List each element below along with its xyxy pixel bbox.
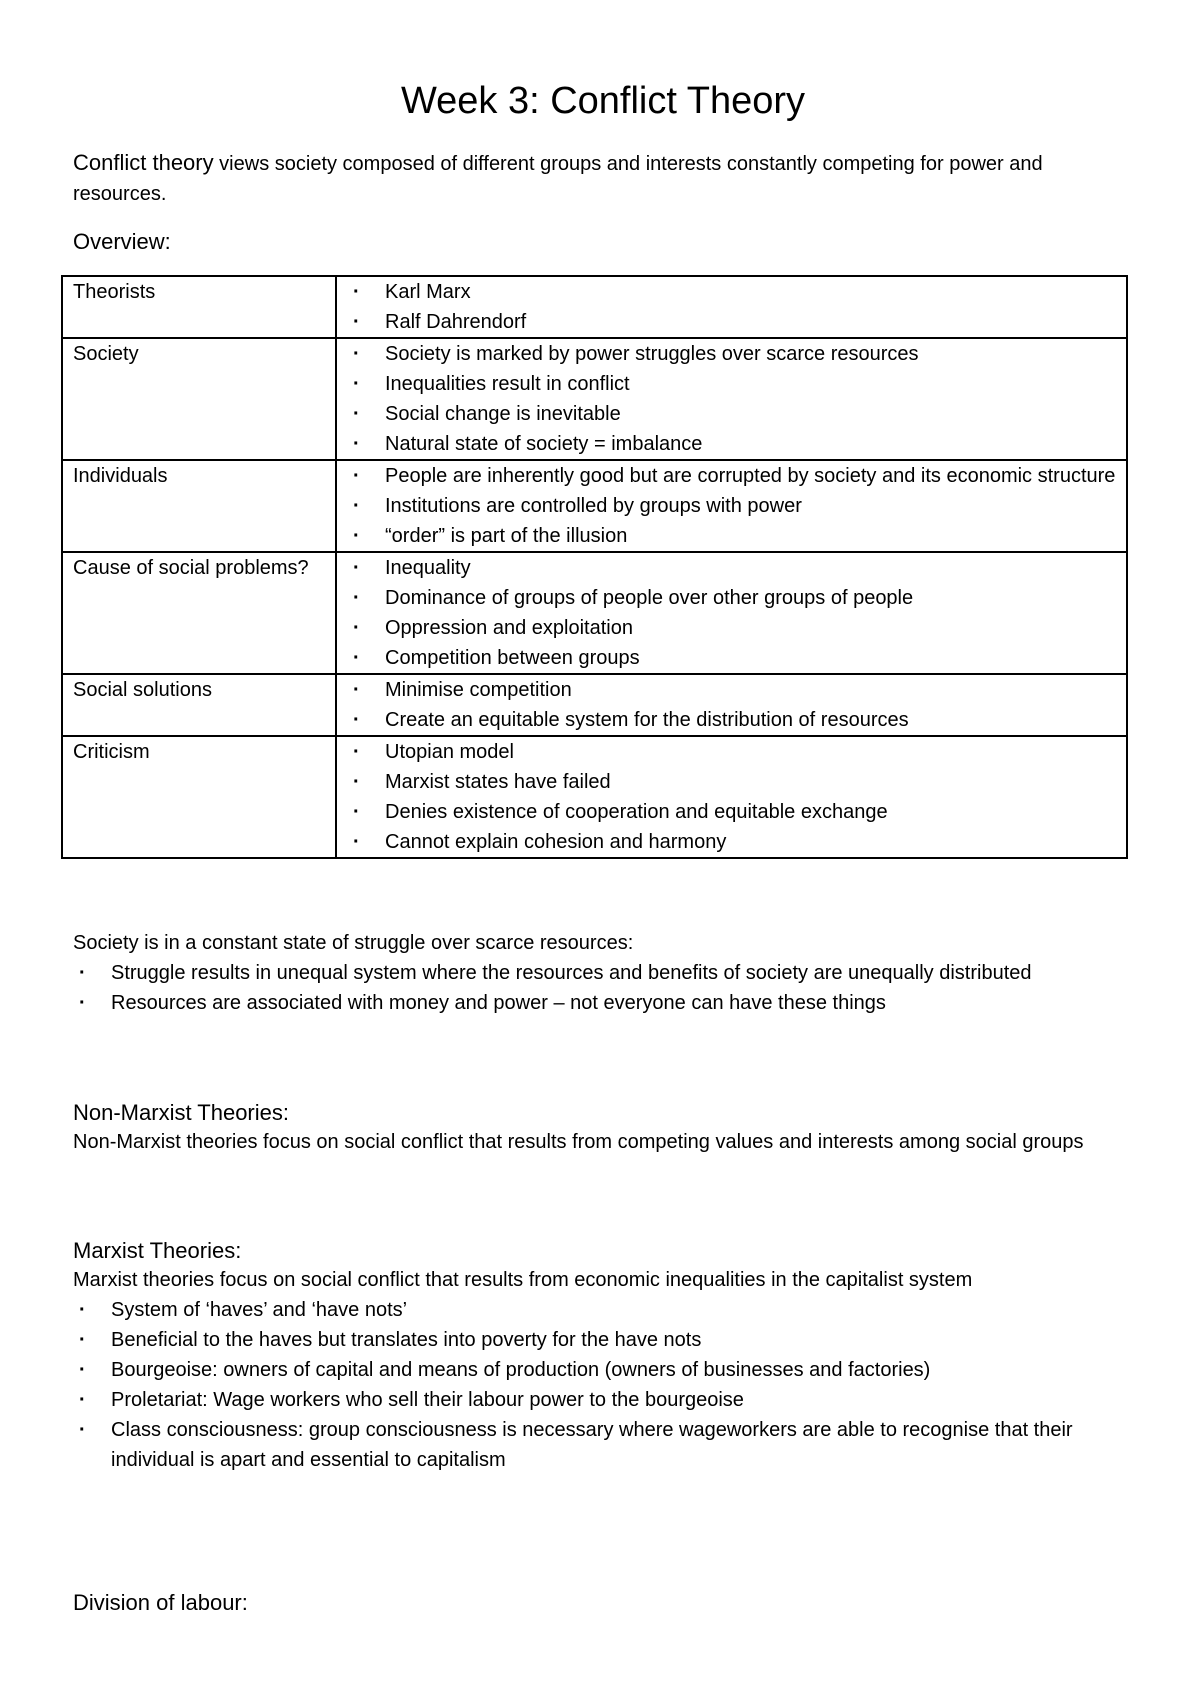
non-marxist-text: Non-Marxist theories focus on social conflict that results from competing values and interests among social groups (73, 1131, 1084, 1153)
list-item: · “order” is part of the illusion (347, 521, 1118, 551)
list-item: · Cannot explain cohesion and harmony (347, 827, 1118, 857)
row-content (336, 552, 1127, 674)
row-label: Cause of social problems? (62, 552, 336, 674)
row-label: Social solutions (62, 674, 336, 736)
list-item: · Proletariat: Wage workers who sell their labour power to the bourgeoise (73, 1385, 1133, 1415)
marxist-section (73, 1265, 1133, 1475)
intro-lead: Conflict theory (73, 150, 214, 175)
struggle-section (73, 928, 1133, 1018)
row-content (336, 460, 1127, 552)
marxist-text: Marxist theories focus on social conflict that results from economic inequalities in the capitalist system (73, 1269, 973, 1291)
row-content (336, 338, 1127, 460)
row-content (336, 674, 1127, 736)
list-item: · Social change is inevitable (347, 399, 1118, 429)
row-content (336, 736, 1127, 858)
list-item: · Society is marked by power struggles over scarce resources (347, 339, 1118, 369)
row-label: Individuals (62, 460, 336, 552)
list-item: · Struggle results in unequal system where the resources and benefits of society are unequally distributed (73, 958, 1133, 988)
intro-paragraph (73, 148, 1133, 209)
table-row (62, 552, 1127, 674)
list-item: · Beneficial to the haves but translates into poverty for the have nots (73, 1325, 1133, 1355)
table-row (62, 674, 1127, 736)
list-item: · Dominance of groups of people over other groups of people (347, 583, 1118, 613)
list-item: · Minimise competition (347, 675, 1118, 705)
row-content (336, 276, 1127, 338)
intro-rest: views society composed of different groups and interests constantly competing for power and resources. (73, 153, 1043, 205)
non-marxist-heading: Non-Marxist Theories: (73, 1100, 289, 1125)
row-label: Criticism (62, 736, 336, 858)
list-item: · People are inherently good but are corrupted by society and its economic structure (347, 461, 1118, 491)
marxist-heading: Marxist Theories: (73, 1238, 242, 1263)
list-item: · Natural state of society = imbalance (347, 429, 1118, 459)
table-row (62, 338, 1127, 460)
list-item: · Marxist states have failed (347, 767, 1118, 797)
list-item: · Create an equitable system for the distribution of resources (347, 705, 1118, 735)
table-row (62, 736, 1127, 858)
struggle-list (73, 958, 1133, 1018)
list-item: · Inequalities result in conflict (347, 369, 1118, 399)
overview-table (61, 275, 1128, 859)
marxist-list (73, 1295, 1133, 1475)
list-item: · Karl Marx (347, 277, 1118, 307)
list-item: · Oppression and exploitation (347, 613, 1118, 643)
overview-heading: Overview: (73, 229, 171, 254)
list-item: · Ralf Dahrendorf (347, 307, 1118, 337)
list-item: · Inequality (347, 553, 1118, 583)
row-label: Society (62, 338, 336, 460)
table-row (62, 460, 1127, 552)
list-item: · Bourgeoise: owners of capital and means of production (owners of businesses and factories) (73, 1355, 1133, 1385)
struggle-intro: Society is in a constant state of struggle over scarce resources: (73, 932, 634, 954)
list-item: · Competition between groups (347, 643, 1118, 673)
list-item: · System of ‘haves’ and ‘have nots’ (73, 1295, 1133, 1325)
list-item: · Resources are associated with money and power – not everyone can have these things (73, 988, 1133, 1018)
list-item: · Denies existence of cooperation and equitable exchange (347, 797, 1118, 827)
list-item: · Utopian model (347, 737, 1118, 767)
list-item: · Class consciousness: group consciousness is necessary where wageworkers are able to recognise that their individual is apart and essential to capitalism (73, 1415, 1133, 1475)
list-item: · Institutions are controlled by groups with power (347, 491, 1118, 521)
table-row (62, 276, 1127, 338)
page-title: Week 3: Conflict Theory (400, 80, 806, 122)
row-label: Theorists (62, 276, 336, 338)
division-of-labour-heading: Division of labour: (73, 1590, 248, 1615)
